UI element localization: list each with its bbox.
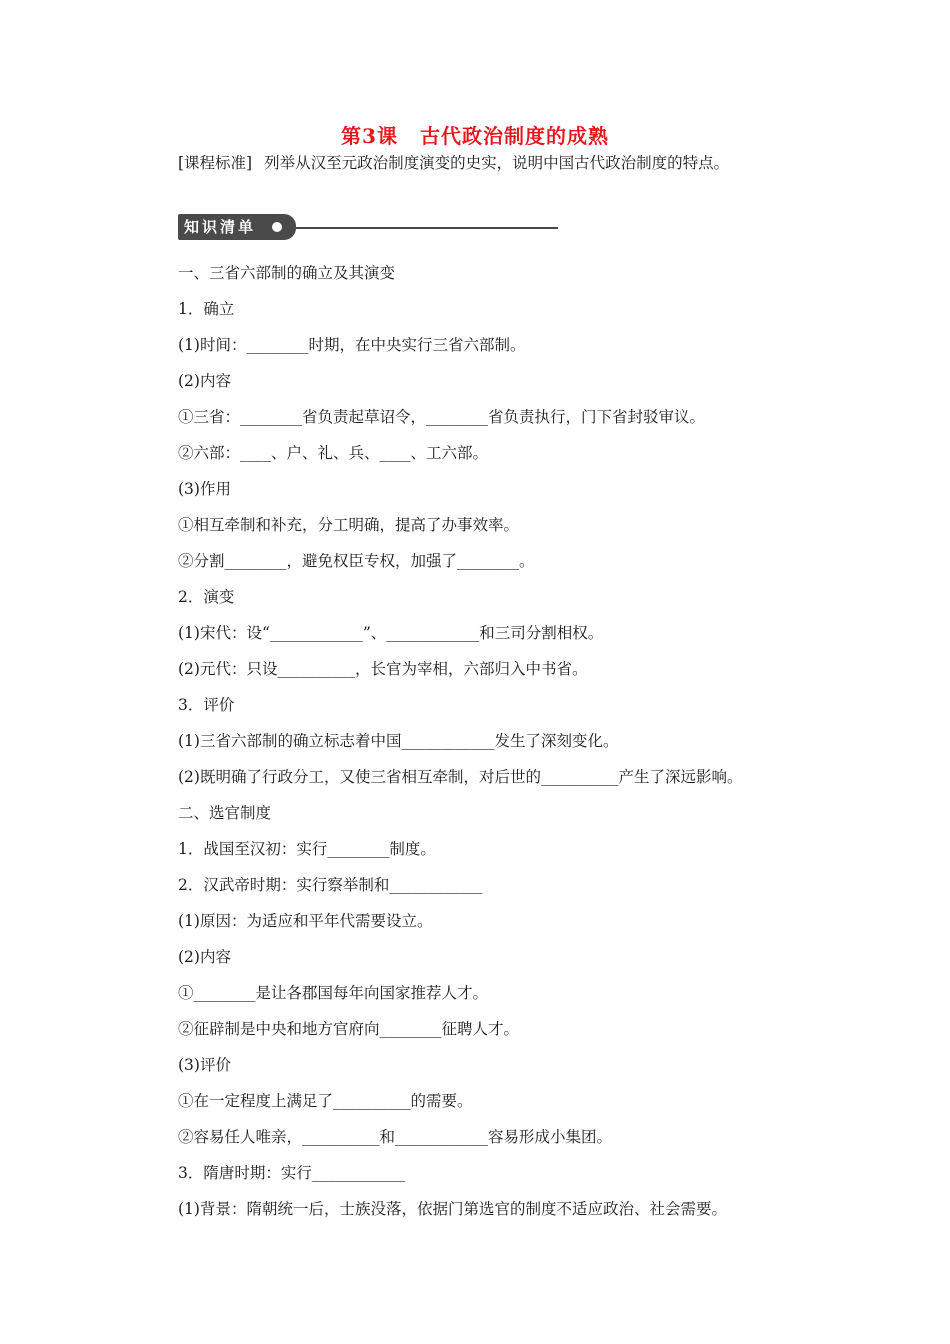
lesson-title	[0, 120, 950, 149]
item-time: (1)时间：________时期，在中央实行三省六部制。	[178, 336, 526, 354]
item-sui-tang: 3．隋唐时期：实行____________	[178, 1164, 405, 1182]
item-evaluation-1: (1)三省六部制的确立标志着中国____________发生了深刻变化。	[178, 732, 619, 750]
heading-official-selection: 二、选官制度	[178, 804, 272, 822]
item-six-ministries: ②六部：____、户、礼、兵、____、工六部。	[178, 444, 489, 462]
lesson-topic: 古代政治制度的成熟	[419, 124, 609, 148]
item-content-2: ②征辟制是中央和地方官府向________征聘人才。	[178, 1020, 520, 1038]
item-evaluation-heading-2: (3)评价	[178, 1056, 231, 1074]
item-background: (1)背景：隋朝统一后，士族没落，依据门第选官的制度不适应政治、社会需要。	[178, 1200, 727, 1218]
standard-label: [课程标准]	[178, 154, 253, 172]
standard-text: 列举从汉至元政治制度演变的史实，说明中国古代政治制度的特点。	[264, 154, 730, 172]
item-yuan-dynasty: (2)元代：只设__________，长官为宰相，六部归入中书省。	[178, 660, 588, 678]
section-header-bar	[178, 214, 558, 240]
item-song-dynasty: (1)宋代：设“____________”、____________和三司分割相权。	[178, 624, 604, 642]
item-effect-1: ①相互牵制和补充，分工明确，提高了办事效率。	[178, 516, 520, 534]
item-evaluation-2-2: ②容易任人唯亲，__________和____________容易形成小集团。	[178, 1128, 613, 1146]
item-emperor-wu: 2．汉武帝时期：实行察举制和____________	[178, 876, 483, 894]
curriculum-standard	[178, 151, 729, 173]
item-evaluation-2-1: ①在一定程度上满足了__________的需要。	[178, 1092, 473, 1110]
heading-sansheng-liubu: 一、三省六部制的确立及其演变	[178, 264, 396, 282]
item-content-heading: (2)内容	[178, 372, 231, 390]
subheading-evolution: 2．演变	[178, 588, 235, 606]
item-effect-2: ②分割________，避免权臣专权，加强了________。	[178, 552, 535, 570]
item-content-1: ①________是让各郡国每年向国家推荐人才。	[178, 984, 489, 1002]
item-evaluation-2: (2)既明确了行政分工，又使三省相互牵制，对后世的__________产生了深远影响。	[178, 768, 743, 786]
item-warring-states: 1．战国至汉初：实行________制度。	[178, 840, 436, 858]
subheading-evaluation: 3．评价	[178, 696, 235, 714]
item-three-departments: ①三省：________省负责起草诏令，________省负责执行，门下省封驳审议。	[178, 408, 706, 426]
dot-icon	[272, 222, 282, 232]
section-header-tag	[178, 214, 296, 240]
item-reason: (1)原因：为适应和平年代需要设立。	[178, 912, 433, 930]
item-effect-heading: (3)作用	[178, 480, 231, 498]
item-content-heading-2: (2)内容	[178, 948, 231, 966]
subheading-establishment: 1．确立	[178, 300, 235, 318]
section-divider	[296, 227, 558, 229]
section-header-label: 知识清单	[184, 218, 257, 236]
lesson-number: 第3课	[341, 124, 398, 148]
